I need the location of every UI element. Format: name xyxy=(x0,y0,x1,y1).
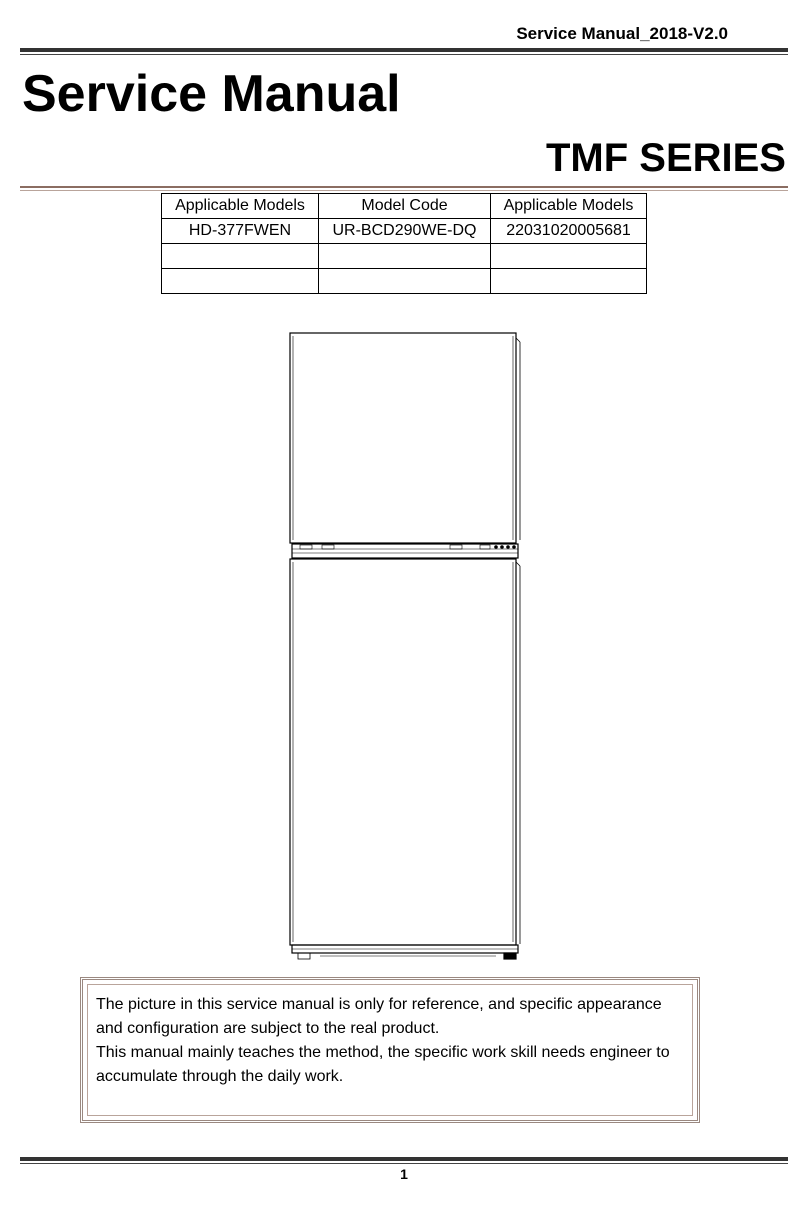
table-cell: UR-BCD290WE-DQ xyxy=(319,219,491,244)
table-header-row xyxy=(162,194,647,219)
door-divider xyxy=(292,544,518,558)
table-cell: 22031020005681 xyxy=(491,219,647,244)
freezer-door xyxy=(290,333,516,543)
header-cell: Model Code xyxy=(319,194,491,219)
note-paragraph: The picture in this service manual is only for reference, and specific appearance and configuration are subject to the real product. xyxy=(96,996,662,1037)
footer-rule-thin xyxy=(20,1163,788,1164)
table-cell xyxy=(491,269,647,294)
table-cell xyxy=(162,244,319,269)
table-row xyxy=(162,244,647,269)
table-row xyxy=(162,269,647,294)
page-title: Service Manual xyxy=(22,65,401,123)
header-rule xyxy=(20,48,788,52)
table-cell xyxy=(319,269,491,294)
title-rule-thin xyxy=(20,190,788,191)
footer-rule xyxy=(20,1157,788,1161)
table-row xyxy=(162,219,647,244)
refrigerator-illustration xyxy=(270,326,540,966)
table-cell: HD-377FWEN xyxy=(162,219,319,244)
note-paragraph: This manual mainly teaches the method, the specific work skill needs engineer to accumulate through the daily work. xyxy=(96,1044,670,1085)
header-rule-thin xyxy=(20,54,788,55)
table-cell xyxy=(162,269,319,294)
models-table xyxy=(161,193,647,294)
table-cell xyxy=(491,244,647,269)
fridge-door xyxy=(290,559,516,945)
header-cell: Applicable Models xyxy=(491,194,647,219)
header-version: Service Manual_2018-V2.0 xyxy=(516,24,728,43)
title-rule xyxy=(20,186,788,188)
series-title: TMF SERIES xyxy=(545,136,786,180)
note-box xyxy=(80,977,700,1123)
page-number: 1 xyxy=(400,1166,408,1182)
note-text xyxy=(96,993,682,1089)
header-cell: Applicable Models xyxy=(162,194,319,219)
table-cell xyxy=(319,244,491,269)
